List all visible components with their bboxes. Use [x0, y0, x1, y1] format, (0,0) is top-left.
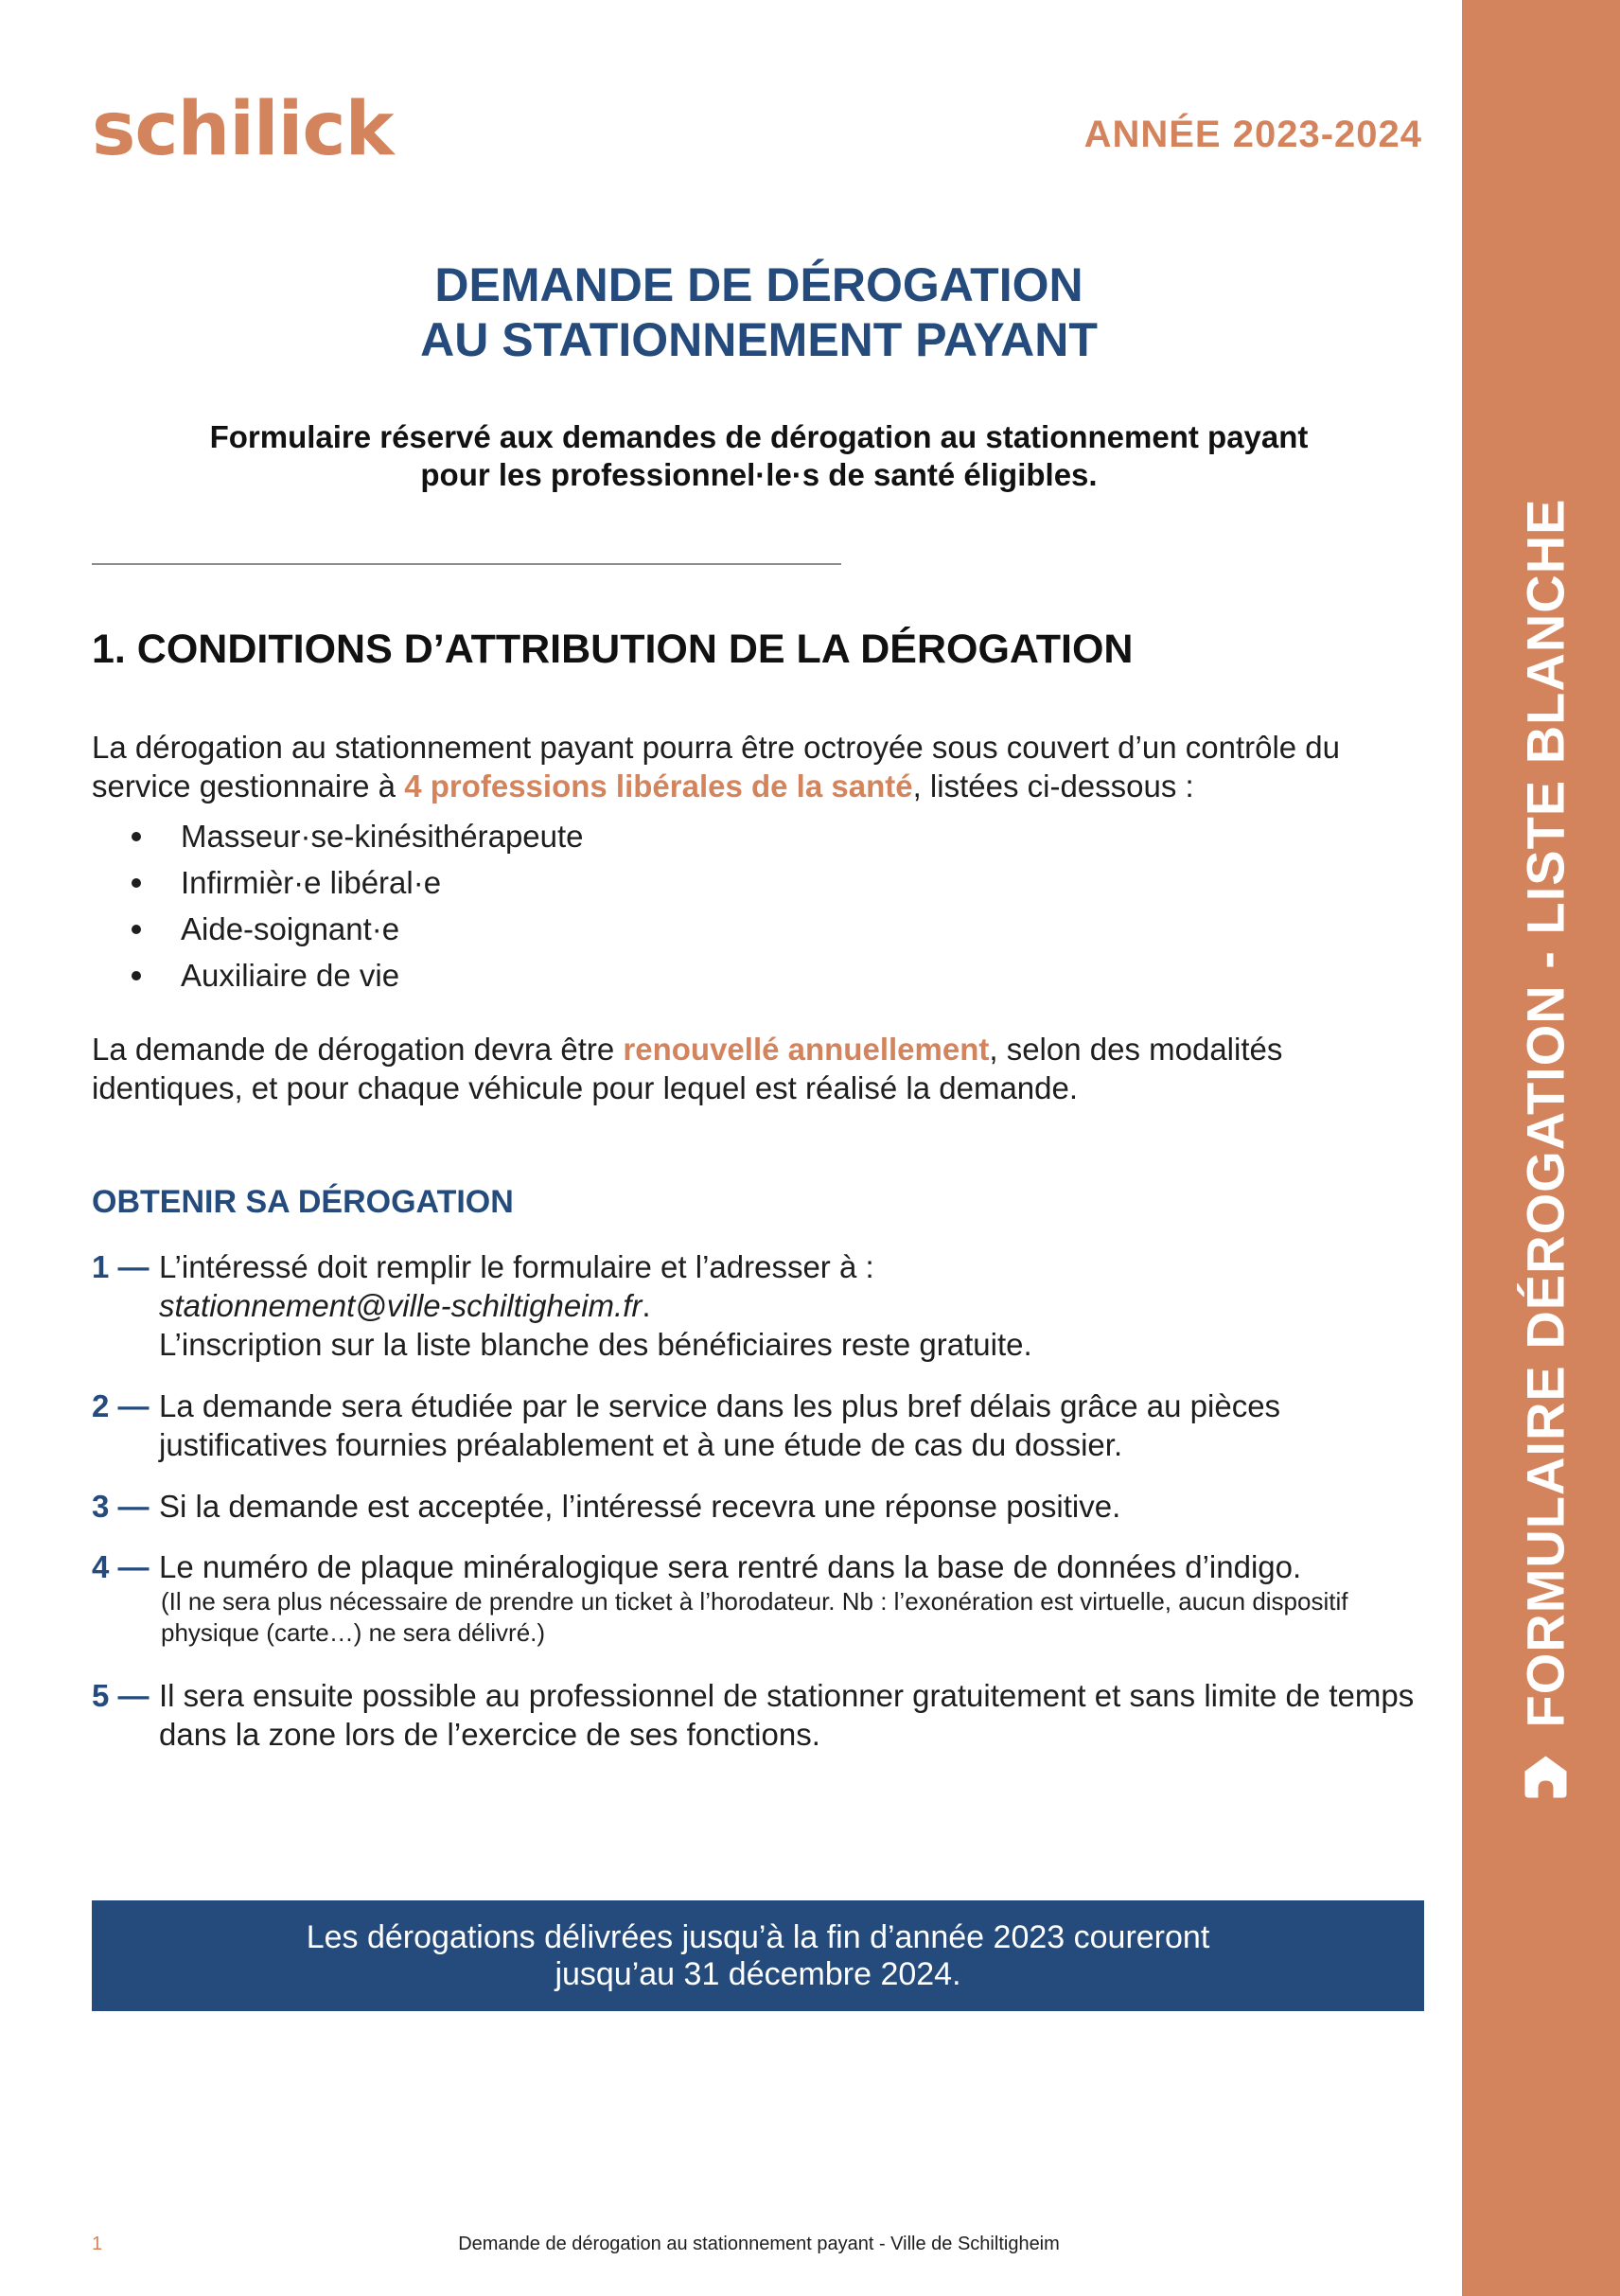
- intro-highlight: 4 professions libérales de la santé: [404, 768, 913, 804]
- schilick-logo: schilick: [92, 87, 394, 172]
- subtitle-line-1: Formulaire réservé aux demandes de dérogation au stationnement payant: [209, 419, 1309, 454]
- page-subtitle: [92, 418, 1426, 494]
- email-address: stationnement@ville-schiltigheim.fr: [159, 1288, 643, 1323]
- side-label-text: FORMULAIRE DÉROGATION - LISTE BLANCHE: [1515, 498, 1576, 1728]
- step-text: L’intéressé doit remplir le formulaire et l’adresser à :: [159, 1249, 874, 1284]
- subtitle-line-2: pour les professionnel·le·s de santé éligibles.: [420, 457, 1098, 492]
- title-line-1: DEMANDE DE DÉROGATION: [434, 258, 1083, 311]
- step-note: (Il ne sera plus nécessaire de prendre un ticket à l’horodateur. Nb : l’exonération est virtuelle, aucun dispositif physique (carte…) ne sera délivré.): [161, 1587, 1348, 1647]
- step-number: 1 —: [92, 1249, 150, 1284]
- renewal-highlight: renouvellé annuellement: [623, 1032, 990, 1067]
- list-item: Masseur·se-kinésithérapeute: [92, 813, 584, 859]
- notice-line-2: jusqu’au 31 décembre 2024.: [555, 1955, 961, 1992]
- obtain-heading: OBTENIR SA DÉROGATION: [92, 1184, 514, 1220]
- step-text: La demande sera étudiée par le service dans les plus bref délais grâce au pièces justificatives fournies préalablement et à une étude de cas du dossier.: [159, 1388, 1281, 1462]
- section-heading-conditions: 1. CONDITIONS D’ATTRIBUTION DE LA DÉROGATION: [92, 627, 1134, 672]
- step-1: [92, 1247, 1435, 1364]
- step-4: [92, 1547, 1435, 1649]
- conditions-intro: [92, 728, 1435, 805]
- title-line-2: AU STATIONNEMENT PAYANT: [420, 313, 1098, 366]
- page-number: 1: [92, 2234, 103, 2254]
- step-number: 3 —: [92, 1489, 150, 1524]
- list-item: Auxiliaire de vie: [92, 952, 584, 998]
- side-label: [1515, 498, 1576, 1801]
- step-number: 5 —: [92, 1678, 150, 1713]
- step-text-2: L’inscription sur la liste blanche des bénéficiaires reste gratuite.: [159, 1327, 1032, 1362]
- professions-list: [92, 813, 584, 998]
- divider: [92, 563, 841, 565]
- intro-text: La dérogation au stationnement payant pourra être octroyée sous couvert d’un contrôle du service gestionnaire à: [92, 730, 1341, 804]
- renewal-text-end: , selon des modalités identiques, et pour chaque véhicule pour lequel est réalisé la demande.: [92, 1032, 1283, 1105]
- notice-line-1: Les dérogations délivrées jusqu’à la fin d’année 2023 coureront: [306, 1918, 1210, 1955]
- step-5: [92, 1676, 1435, 1754]
- renewal-text: La demande de dérogation devra être: [92, 1032, 624, 1067]
- step-email-line: [159, 1286, 1435, 1325]
- step-number: 2 —: [92, 1388, 150, 1423]
- step-text: Si la demande est acceptée, l’intéressé recevra une réponse positive.: [159, 1489, 1121, 1524]
- step-text: Le numéro de plaque minéralogique sera rentré dans la base de données d’indigo.: [159, 1549, 1302, 1584]
- footer-text: Demande de dérogation au stationnement payant - Ville de Schiltigheim: [458, 2234, 1060, 2254]
- intro-text-end: , listées ci-dessous :: [912, 768, 1194, 804]
- year-label: ANNÉE 2023-2024: [1083, 114, 1422, 155]
- house-icon: [1521, 1753, 1570, 1802]
- page-title: [92, 257, 1426, 367]
- step-2: [92, 1386, 1435, 1464]
- email-suffix: .: [642, 1288, 651, 1323]
- renewal-paragraph: [92, 1030, 1435, 1107]
- step-3: [92, 1487, 1435, 1526]
- list-item: Infirmièr·e libéral·e: [92, 859, 584, 906]
- step-text: Il sera ensuite possible au professionnel de stationner gratuitement et sans limite de temps dans la zone lors de l’exercice de ses fonctions.: [159, 1678, 1415, 1752]
- notice-banner: [92, 1900, 1424, 2011]
- list-item: Aide-soignant·e: [92, 906, 584, 952]
- step-number: 4 —: [92, 1549, 150, 1584]
